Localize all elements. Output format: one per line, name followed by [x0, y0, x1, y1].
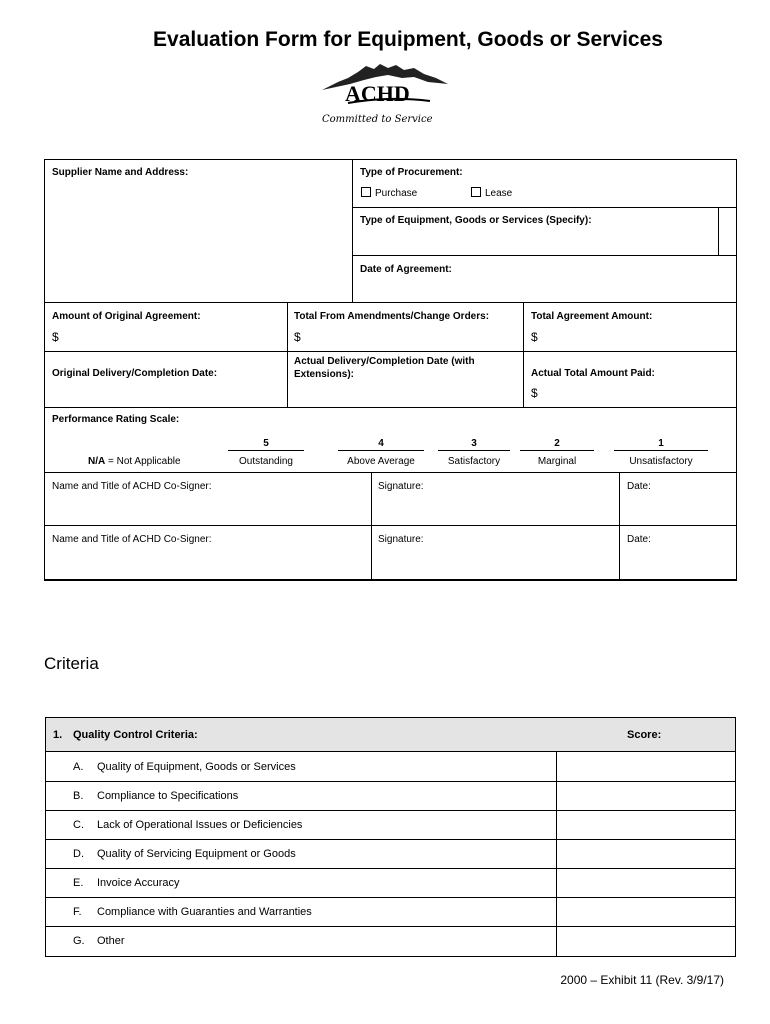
criteria-item-d: D. Quality of Servicing Equipment or Goods	[73, 848, 296, 860]
lease-option[interactable]	[471, 187, 512, 199]
purchase-option[interactable]	[361, 187, 417, 199]
cosigner-label-2: Name and Title of ACHD Co-Signer:	[52, 534, 212, 545]
signature-label-2: Signature:	[378, 534, 424, 545]
section-number: 1.	[53, 729, 63, 741]
scale-5: 5 Outstanding	[228, 438, 304, 467]
scale-4: 4 Above Average	[338, 438, 424, 467]
criteria-item-g: G. Other	[73, 935, 125, 947]
currency-total: $	[531, 330, 538, 344]
currency-amendments: $	[294, 330, 301, 344]
date-label-2: Date:	[627, 534, 651, 545]
actual-paid-label: Actual Total Amount Paid:	[531, 368, 655, 379]
type-goods-label: Type of Equipment, Goods or Services (Specify):	[360, 215, 592, 226]
na-legend: N/A = Not Applicable	[88, 456, 181, 467]
section-title: Quality Control Criteria:	[73, 729, 198, 741]
logo-text: ACHD	[345, 81, 410, 106]
scale-1: 1 Unsatisfactory	[614, 438, 708, 467]
actual-delivery-label: Actual Delivery/Completion Date (with Extensions):	[294, 356, 475, 380]
signature-label-1: Signature:	[378, 481, 424, 492]
footer-exhibit: 2000 – Exhibit 11 (Rev. 3/9/17)	[560, 973, 724, 987]
total-agreement-label: Total Agreement Amount:	[531, 311, 653, 322]
rating-scale-label: Performance Rating Scale:	[52, 414, 180, 425]
score-label: Score:	[627, 729, 662, 741]
page-title: Evaluation Form for Equipment, Goods or Services	[153, 28, 663, 51]
lease-label: Lease	[485, 188, 513, 199]
criteria-item-e: E. Invoice Accuracy	[73, 877, 180, 889]
purchase-checkbox[interactable]	[361, 187, 371, 197]
criteria-item-c: C. Lack of Operational Issues or Deficiencies	[73, 819, 303, 831]
cosigner-label-1: Name and Title of ACHD Co-Signer:	[52, 481, 212, 492]
amendments-label: Total From Amendments/Change Orders:	[294, 311, 490, 322]
orig-delivery-label: Original Delivery/Completion Date:	[52, 368, 218, 379]
amount-original-label: Amount of Original Agreement:	[52, 311, 201, 322]
logo-tagline: Committed to Service	[322, 114, 433, 125]
lease-checkbox[interactable]	[471, 187, 481, 197]
criteria-item-b: B. Compliance to Specifications	[73, 790, 239, 802]
date-agreement-label: Date of Agreement:	[360, 264, 452, 275]
criteria-item-f: F. Compliance with Guaranties and Warranties	[73, 906, 312, 918]
criteria-item-a: A. Quality of Equipment, Goods or Services	[73, 761, 296, 773]
purchase-label: Purchase	[375, 188, 418, 199]
supplier-label: Supplier Name and Address:	[52, 167, 189, 178]
procurement-label: Type of Procurement:	[360, 167, 463, 178]
currency-paid: $	[531, 386, 538, 400]
criteria-heading: Criteria	[44, 654, 99, 673]
scale-3: 3 Satisfactory	[438, 438, 510, 467]
achd-logo	[318, 60, 452, 126]
date-label-1: Date:	[627, 481, 651, 492]
currency-original: $	[52, 330, 59, 344]
scale-2: 2 Marginal	[520, 438, 594, 467]
